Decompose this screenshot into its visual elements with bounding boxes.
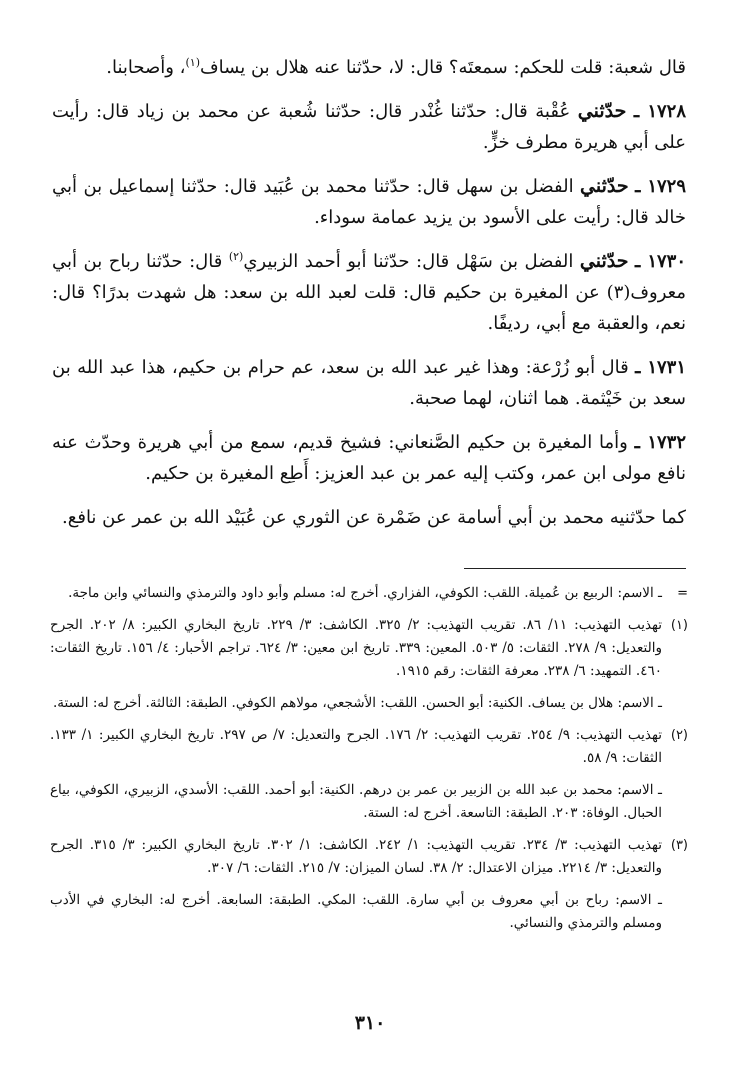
- footnotes: [50, 582, 688, 944]
- footnote-3: [50, 834, 688, 880]
- footnote-divider: [464, 568, 686, 569]
- hadith-1728: [52, 96, 686, 158]
- footnote-text: ـ الاسم: هلال بن يساف. الكنية: أبو الحسن. اللقب: الأشجعي، مولاهم الكوفي. الطبقة: الثالثة. أخرج له: الستة.: [53, 695, 662, 711]
- footnote-continued: [50, 582, 688, 605]
- footnote-mark: (٢): [670, 728, 688, 743]
- main-text: [52, 52, 686, 546]
- footnote-3-name: [50, 889, 688, 935]
- hadith-number: ١٧٢٨ ـ: [633, 101, 686, 122]
- hadith-1732: [52, 427, 686, 489]
- hadith-text: وأما المغيرة بن حكيم الصَّنعاني: فشيخ قديم، سمع من أبي هريرة وحدّث عنه نافع مولى ابن عمر، وكتب إليه عمر بن عبد العزيز: أَطِع المغيرة بن حكيم.: [52, 432, 686, 484]
- hadith-number: ١٧٣١ ـ: [635, 357, 686, 378]
- closing-line: [52, 502, 686, 533]
- paragraph-text-tail: ، وأصحابنا.: [106, 57, 186, 78]
- footnote-text: ـ الاسم: محمد بن عبد الله بن الزبير بن عمر بن درهم. الكنية: أبو أحمد. اللقب: الأسدي، الزبيري، الكوفي، بياع الحبال. الوفاة: ٢٠٣. الطبقة: التاسعة. أخرج له: الستة.: [50, 782, 662, 821]
- hadith-text: قال أبو زُرْعة: وهذا غير عبد الله بن سعد، عم حرام بن حكيم، هذا عبد الله بن سعد بن خَيْثمة. هما اثنان، لهما صحبة.: [52, 357, 686, 409]
- hadith-text-tail: قال: حدّثنا رباح بن أبي معروف(٣) عن المغيرة بن حكيم قال: قلت لعبد الله بن سعد: هل شهدت بدرًا؟ قال: نعم، والعقبة مع أبي، رديفًا.: [52, 251, 686, 334]
- footnote-ref: (١): [185, 56, 201, 69]
- footnote-text: ـ الاسم: الربيع بن عُميلة. اللقب: الكوفي، الفزاري. أخرج له: مسلم وأبو داود والترمذي والنسائي وابن ماجة.: [68, 585, 662, 601]
- footnote-mark: (١): [670, 618, 688, 633]
- footnote-mark: =: [677, 586, 688, 601]
- paragraph-text: قال شعبة: قلت للحكم: سمعتَه؟ قال: لا، حدّثنا عنه هلال بن يساف: [200, 57, 686, 78]
- footnote-mark: (٣): [670, 838, 688, 853]
- footnote-text: تهذيب التهذيب: ١١/ ٨٦. تقريب التهذيب: ٢/ ٣٢٥. الكاشف: ٣/ ٢٢٩. تاريخ البخاري الكبير: ٨/ ٢٠٢. الجرح والتعديل: ٩/ ٢٧٨. الثقات: ٥/ ٥٠٣. المعين: ٣٣٩. تاريخ ابن معين: ٣/ ٦٢٤. تراجم الأحبار: ٤/ ١٥٦. تاريخ الثقات: ٤٦٠. التمهيد: ٦/ ٢٣٨. معرفة الثقات: رقم ١٩١٥.: [50, 617, 663, 679]
- closing-text: كما حدّثنيه محمد بن أبي أسامة عن ضَمْرة عن الثوري عن عُبَيْد الله بن عمر عن نافع.: [62, 507, 686, 528]
- footnote-2-name: [50, 779, 688, 825]
- paragraph-intro: [52, 52, 686, 83]
- footnote-ref: (٢): [228, 250, 244, 263]
- hadith-text: عُقْبة قال: حدّثنا غُنْدر قال: حدّثنا شُعبة عن محمد بن زياد قال: رأيت على أبي هريرة مطرف خزٍّ.: [52, 101, 686, 153]
- footnote-mark: [662, 779, 688, 825]
- hadith-text: الفضل بن سَهْل قال: حدّثنا أبو أحمد الزبيري: [243, 251, 574, 272]
- hadith-1729: [52, 171, 686, 233]
- footnote-mark: [662, 889, 688, 935]
- footnote-1-name: [50, 692, 688, 715]
- hadith-keyword: حدّثني: [580, 175, 629, 197]
- page-number: ٣١٠: [354, 1012, 386, 1034]
- hadith-number: ١٧٣٠ ـ: [634, 251, 686, 272]
- hadith-keyword: حدّثني: [579, 250, 629, 272]
- hadith-number: ١٧٢٩ ـ: [635, 176, 686, 197]
- hadith-keyword: حدّثني: [577, 100, 627, 122]
- hadith-text: الفضل بن سهل قال: حدّثنا محمد بن عُبَيد قال: حدّثنا إسماعيل بن أبي خالد قال: رأيت على الأسود بن يزيد عمامة سوداء.: [52, 176, 686, 228]
- hadith-number: ١٧٣٢ ـ: [634, 432, 686, 453]
- footnote-text: ـ الاسم: رباح بن أبي معروف بن أبي سارة. اللقب: المكي. الطبقة: السابعة. أخرج له: البخاري في الأدب ومسلم والترمذي والنسائي.: [50, 892, 662, 931]
- footnote-2: [50, 724, 688, 770]
- footnote-mark: [662, 692, 688, 715]
- footnote-text: تهذيب التهذيب: ٩/ ٢٥٤. تقريب التهذيب: ٢/ ١٧٦. الجرح والتعديل: ٧/ ص ٢٩٧. تاريخ البخاري الكبير: ١/ ١٣٣. الثقات: ٩/ ٥٨.: [50, 727, 662, 766]
- footnote-text: تهذيب التهذيب: ٣/ ٢٣٤. تقريب التهذيب: ١/ ٢٤٢. الكاشف: ١/ ٣٠٢. تاريخ البخاري الكبير: ٣/ ٣١٥. الجرح والتعديل: ٣/ ٢٢١٤. ميزان الاعتدال: ٢/ ٣٨. لسان الميزان: ٧/ ٢١٥. الثقات: ٦/ ٣٠٧.: [50, 837, 663, 876]
- footnote-1: [50, 614, 688, 683]
- hadith-1730: [52, 246, 686, 339]
- hadith-1731: [52, 352, 686, 414]
